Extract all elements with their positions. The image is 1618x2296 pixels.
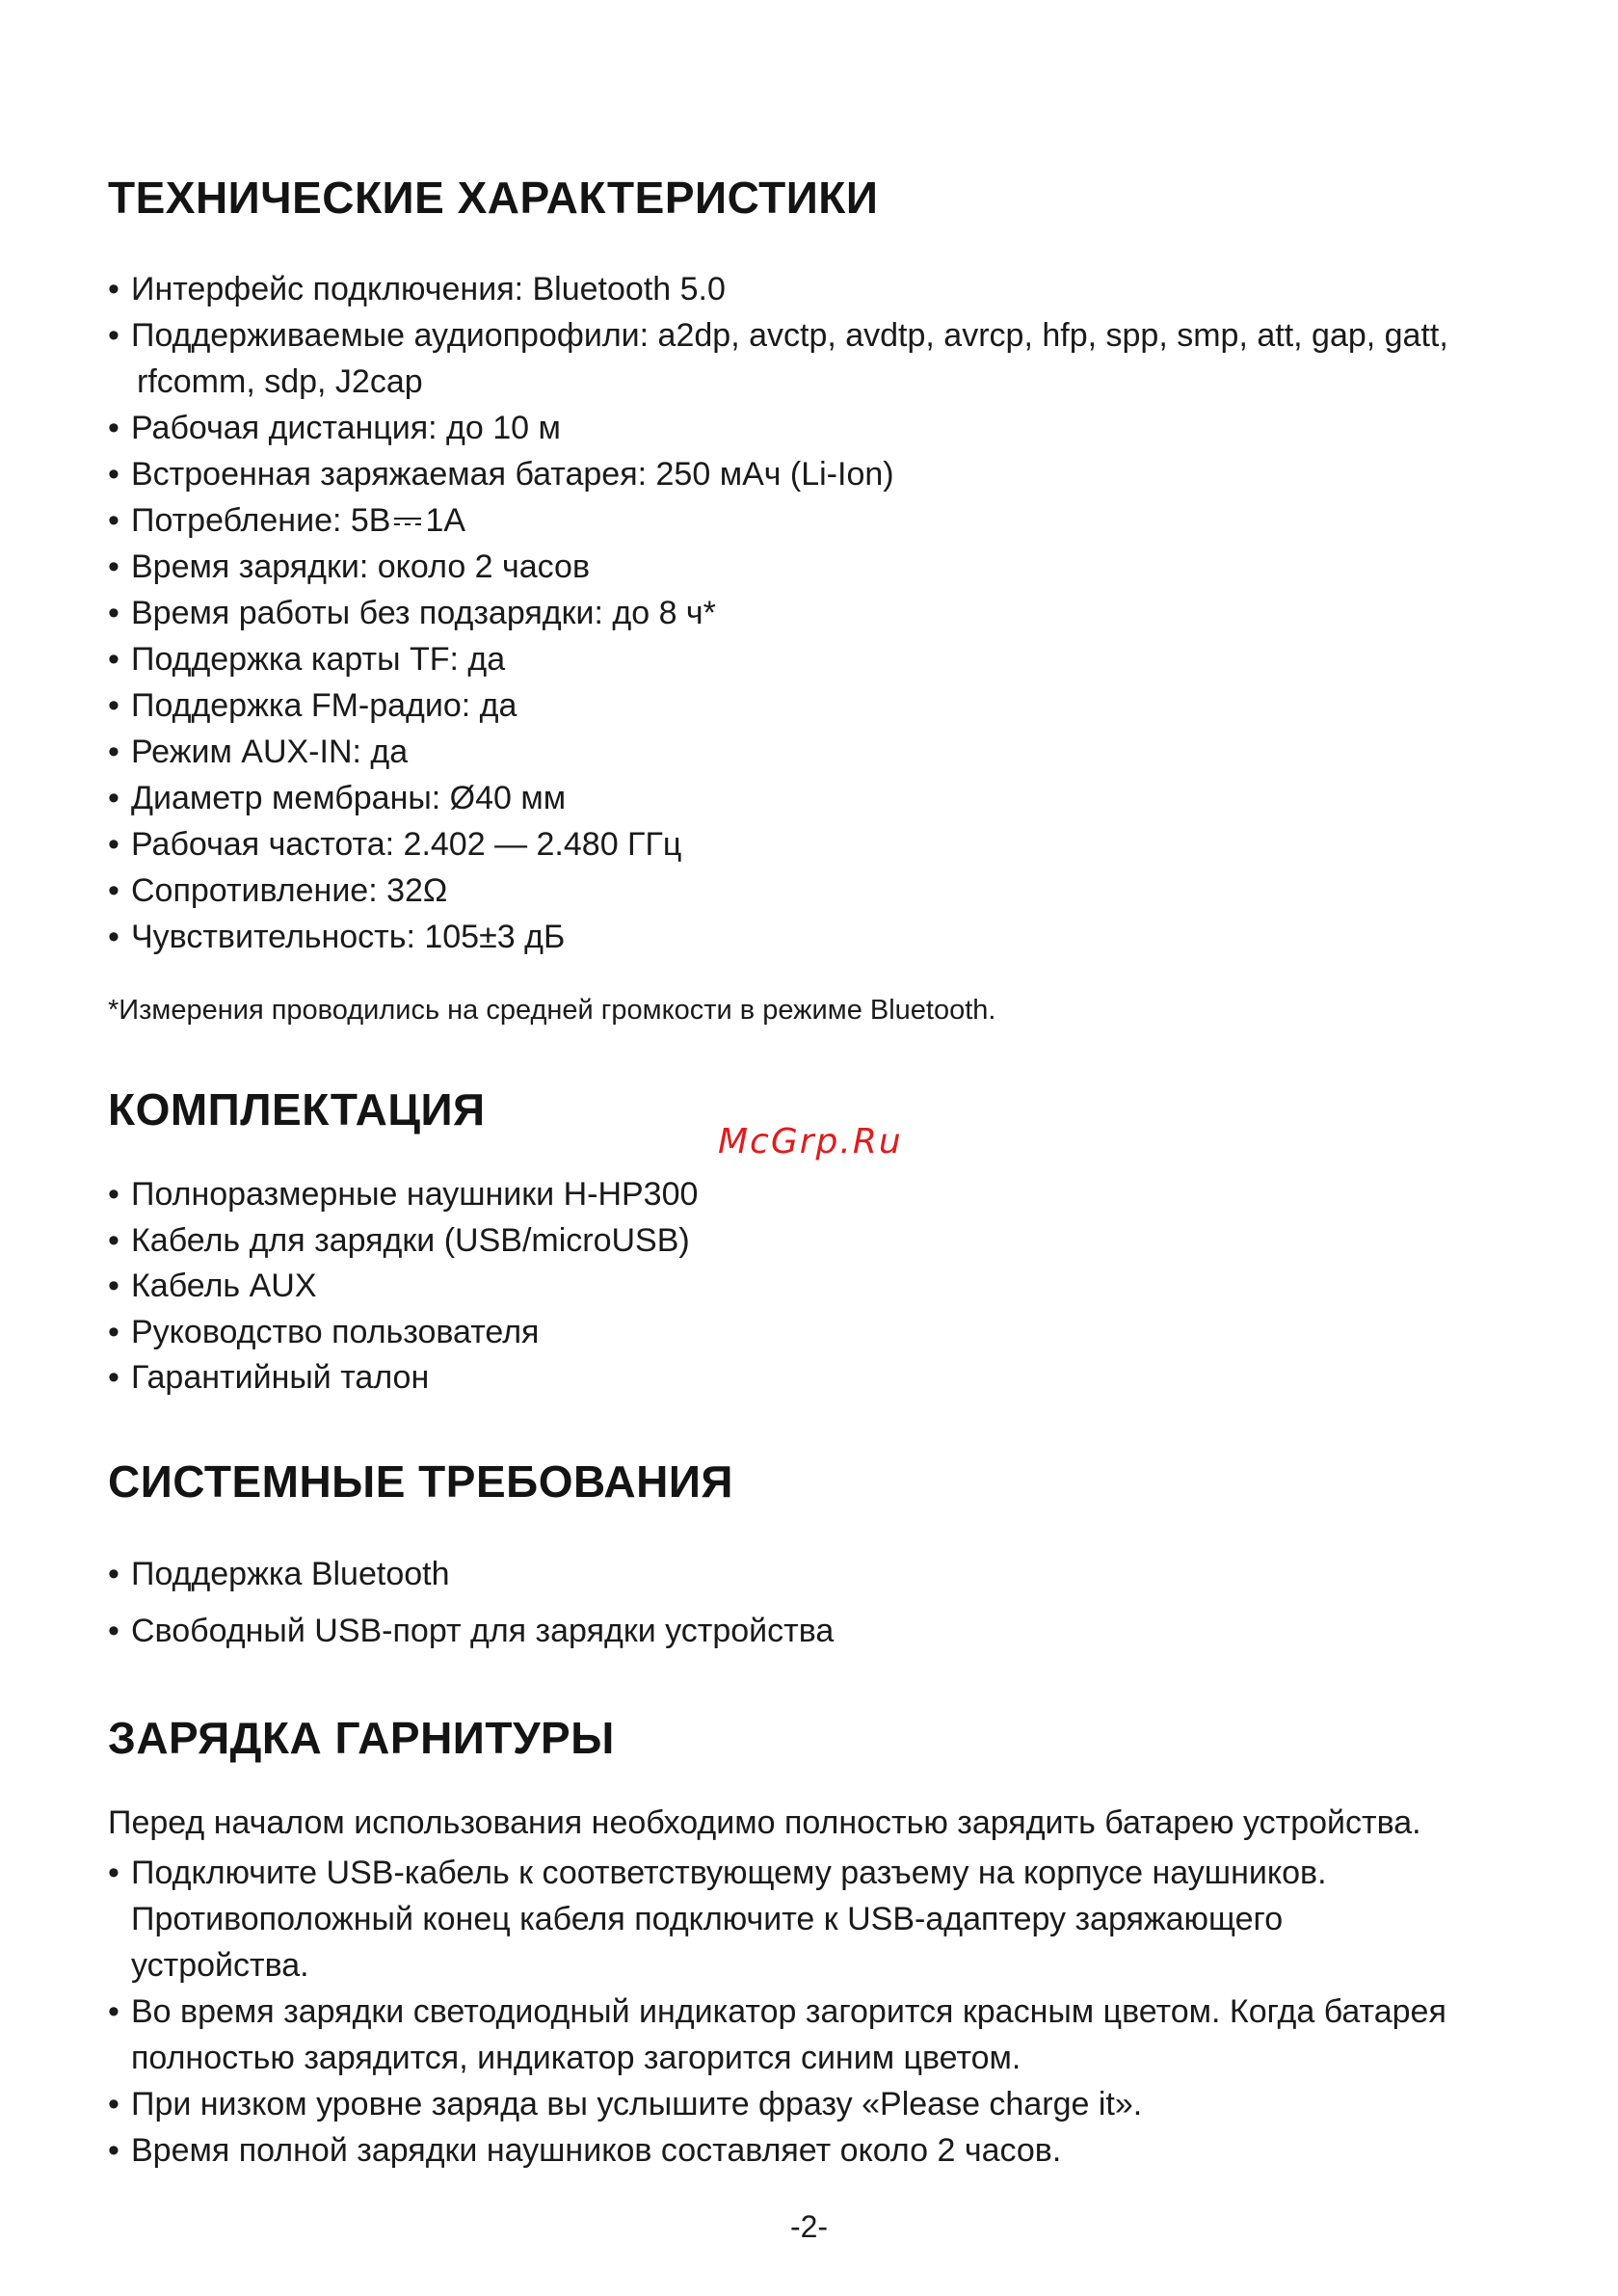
list-item: • Руководство пользователя: [108, 1310, 698, 1356]
list-item: • Рабочая дистанция: до 10 м: [108, 405, 1448, 451]
dc-current-icon: [394, 518, 421, 527]
list-item: • Чувствительность: 105±3 дБ: [108, 914, 1448, 960]
page-number: -2-: [789, 2209, 829, 2244]
system-list: [108, 1546, 834, 1660]
list-item: • Диаметр мембраны: Ø40 мм: [108, 775, 1448, 821]
list-item: • Время полной зарядки наушников составляет около 2 часов.: [108, 2127, 1446, 2174]
list-item: • Режим AUX-IN: да: [108, 729, 1448, 775]
section-title-charging: ЗАРЯДКА ГАРНИТУРЫ: [108, 1713, 615, 1763]
list-item: • Потребление: 5В 1А: [108, 497, 1448, 544]
list-item: • Во время зарядки светодиодный индикатор загорится красным цветом. Когда батарея полностью зарядится, индикатор загорится синим цветом.: [108, 1989, 1446, 2081]
list-item: • Сопротивление: 32Ω: [108, 868, 1448, 914]
list-item: • Подключите USB-кабель к соответствующему разъему на корпусе наушников. Противоположный конец кабеля подключите к USB-адаптеру заряжающего устройства.: [108, 1850, 1446, 1989]
list-item: • Свободный USB-порт для зарядки устройства: [108, 1603, 834, 1660]
list-item: • Время работы без подзарядки: до 8 ч*: [108, 590, 1448, 636]
kit-list: [108, 1172, 698, 1402]
specs-list: [108, 266, 1448, 960]
section-title-kit: КОМПЛЕКТАЦИЯ: [108, 1084, 486, 1135]
charging-list: [108, 1850, 1446, 2174]
list-item: • Поддержка Bluetooth: [108, 1546, 834, 1603]
list-item: • Поддержка FM-радио: да: [108, 682, 1448, 729]
list-item: • Поддерживаемые аудиопрофили: a2dp, avctp, avdtp, avrcp, hfp, spp, smp, att, gap, gatt, rfcomm, sdp, J2cap: [108, 312, 1448, 405]
list-item: • Поддержка карты TF: да: [108, 636, 1448, 682]
list-item: • Кабель для зарядки (USB/microUSB): [108, 1218, 698, 1265]
watermark: McGrp.Ru: [718, 1122, 903, 1161]
specs-footnote: *Измерения проводились на средней громкости в режиме Bluetooth.: [108, 995, 996, 1026]
list-item: • Интерфейс подключения: Bluetooth 5.0: [108, 266, 1448, 312]
list-item: • При низком уровне заряда вы услышите фразу «Please charge it».: [108, 2081, 1446, 2127]
list-item: • Время зарядки: около 2 часов: [108, 544, 1448, 590]
list-item: • Рабочая частота: 2.402 — 2.480 ГГц: [108, 821, 1448, 868]
charging-intro: Перед началом использования необходимо полностью зарядить батарею устройства.: [108, 1804, 1421, 1841]
list-item: • Встроенная заряжаемая батарея: 250 мАч (Li-Ion): [108, 451, 1448, 497]
list-item: • Полноразмерные наушники H-HP300: [108, 1172, 698, 1218]
list-item: • Гарантийный талон: [108, 1355, 698, 1402]
section-title-specs: ТЕХНИЧЕСКИЕ ХАРАКТЕРИСТИКИ: [108, 173, 879, 223]
section-title-system: СИСТЕМНЫЕ ТРЕБОВАНИЯ: [108, 1456, 733, 1507]
list-item: • Кабель AUX: [108, 1264, 698, 1310]
